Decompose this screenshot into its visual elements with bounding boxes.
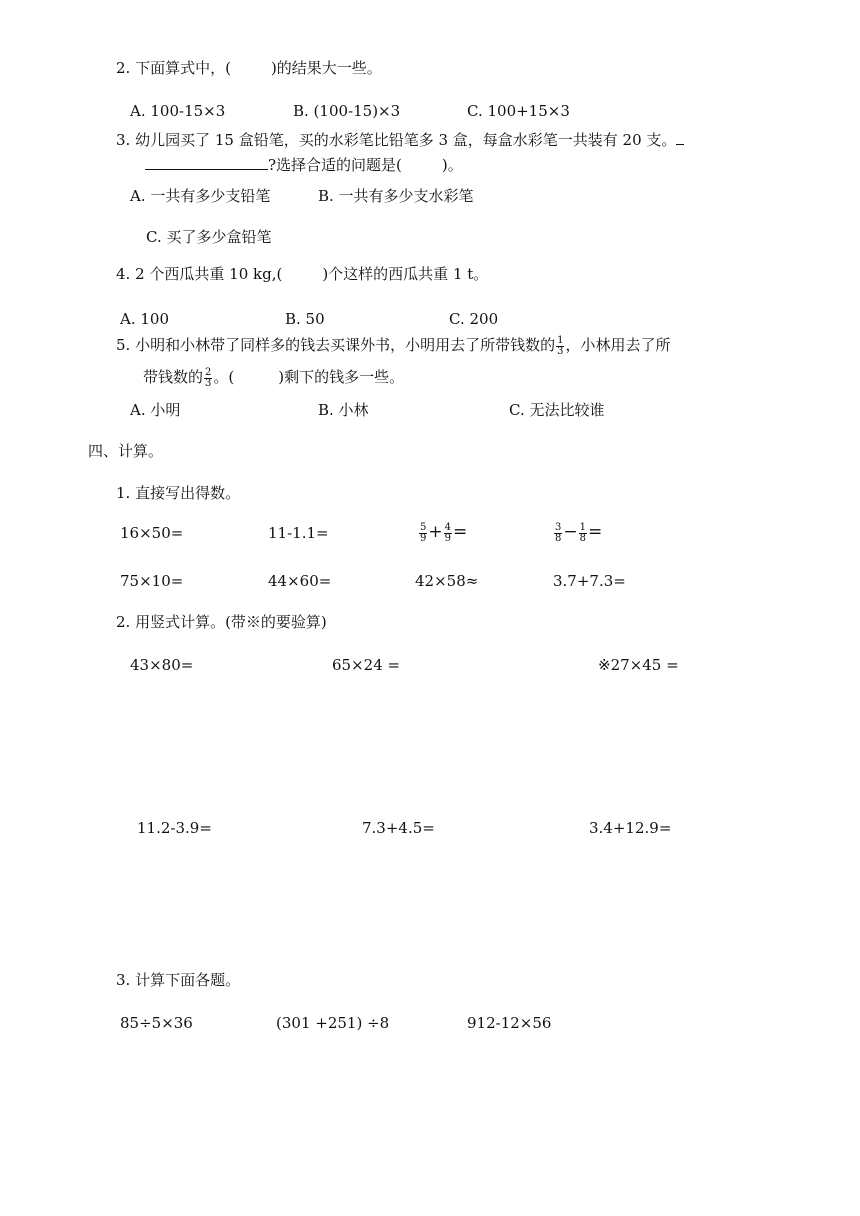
part2-title: 2. 用竖式计算。(带※的要验算): [116, 613, 327, 631]
q4-option-c[interactable]: C. 200: [449, 310, 499, 328]
q2-stem-text-a: 2. 下面算式中，(: [116, 59, 231, 77]
q5-option-b[interactable]: B. 小林: [318, 401, 369, 419]
vertical-calc-6: 3.4+12.9=: [589, 819, 672, 837]
q3-stem-text-c: )。: [441, 156, 463, 174]
q5-stem-text-a: 5. 小明和小林带了同样多的钱去买课外书，小明用去了所带钱数的: [116, 336, 556, 354]
q3-option-b[interactable]: B. 一共有多少支水彩笔: [318, 187, 474, 205]
oral-calc-7: 42×58≈: [415, 572, 479, 590]
q5-stem-line2: [143, 367, 404, 389]
oral-calc-1: 16×50=: [120, 524, 184, 542]
vertical-calc-4: 11.2-3.9=: [137, 819, 212, 837]
q3-stem-text: 3. 幼儿园买了 15 盒铅笔，买的水彩笔比铅笔多 3 盒，每盒水彩笔一共装有 20 支。: [116, 131, 677, 149]
q2-stem: [116, 58, 382, 78]
q4-stem-text-a: 4. 2 个西瓜共重 10 kg,(: [116, 265, 283, 283]
q2-option-b[interactable]: B. (100-15)×3: [293, 102, 401, 120]
q3-stem-line2: [145, 155, 463, 175]
part1-title: 1. 直接写出得数。: [116, 484, 241, 502]
q4-option-b[interactable]: B. 50: [285, 310, 325, 328]
q5-stem-text-c: 带钱数的: [143, 368, 204, 386]
oral-calc-8: 3.7+7.3=: [553, 572, 626, 590]
vertical-calc-3: ※27×45 =: [598, 656, 679, 674]
q5-stem-text-d: 。(: [213, 368, 235, 386]
oral-calc-4: $\frac{3}{8}$ − $\frac{1}{8}$ =: [555, 521, 603, 544]
oral-calc-6: 44×60=: [268, 572, 332, 590]
q3-option-a[interactable]: A. 一共有多少支铅笔: [130, 187, 271, 205]
part3-title: 3. 计算下面各题。: [116, 971, 241, 989]
fraction-3-8: $\frac{3}{8}$: [555, 521, 562, 544]
q2-stem-text-b: )的结果大一些。: [270, 59, 382, 77]
q5-option-c[interactable]: C. 无法比较谁: [509, 401, 605, 419]
fraction-4-9: $\frac{4}{9}$: [444, 521, 451, 544]
oral-calc-5: 75×10=: [120, 572, 184, 590]
mixed-calc-1: 85÷5×36: [120, 1014, 193, 1032]
oral-calc-3: $\frac{5}{9}$ + $\frac{4}{9}$ =: [420, 521, 468, 544]
q5-fraction-one-third: $\frac{1}{3}$: [557, 334, 564, 357]
oral-calc-2: 11-1.1=: [268, 524, 329, 542]
mixed-calc-2: (301 +251) ÷8: [276, 1014, 390, 1032]
q3-option-c[interactable]: C. 买了多少盒铅笔: [146, 228, 272, 246]
q5-fraction-two-thirds: $\frac{2}{3}$: [205, 366, 212, 389]
q4-stem: [116, 264, 488, 284]
q2-option-a[interactable]: A. 100-15×3: [130, 102, 226, 120]
q3-blank-start: [676, 130, 684, 145]
q3-stem-text-b: ?选择合适的问题是(: [268, 156, 402, 174]
q3-question-blank[interactable]: [145, 155, 268, 170]
q5-stem-text-b: ，小林用去了所: [565, 336, 671, 354]
fraction-1-8: $\frac{1}{8}$: [579, 521, 586, 544]
fraction-5-9: $\frac{5}{9}$: [420, 521, 427, 544]
q2-option-c[interactable]: C. 100+15×3: [467, 102, 570, 120]
q5-stem-text-e: )剩下的钱多一些。: [278, 368, 405, 386]
vertical-calc-5: 7.3+4.5=: [362, 819, 435, 837]
q4-option-a[interactable]: A. 100: [120, 310, 169, 328]
mixed-calc-3: 912-12×56: [467, 1014, 552, 1032]
q5-option-a[interactable]: A. 小明: [130, 401, 181, 419]
section-title: 四、计算。: [88, 442, 164, 460]
q3-stem: [116, 130, 684, 150]
q5-stem: [116, 335, 670, 357]
q4-stem-text-b: )个这样的西瓜共重 1 t。: [322, 265, 489, 283]
vertical-calc-2: 65×24 =: [332, 656, 401, 674]
vertical-calc-1: 43×80=: [130, 656, 194, 674]
